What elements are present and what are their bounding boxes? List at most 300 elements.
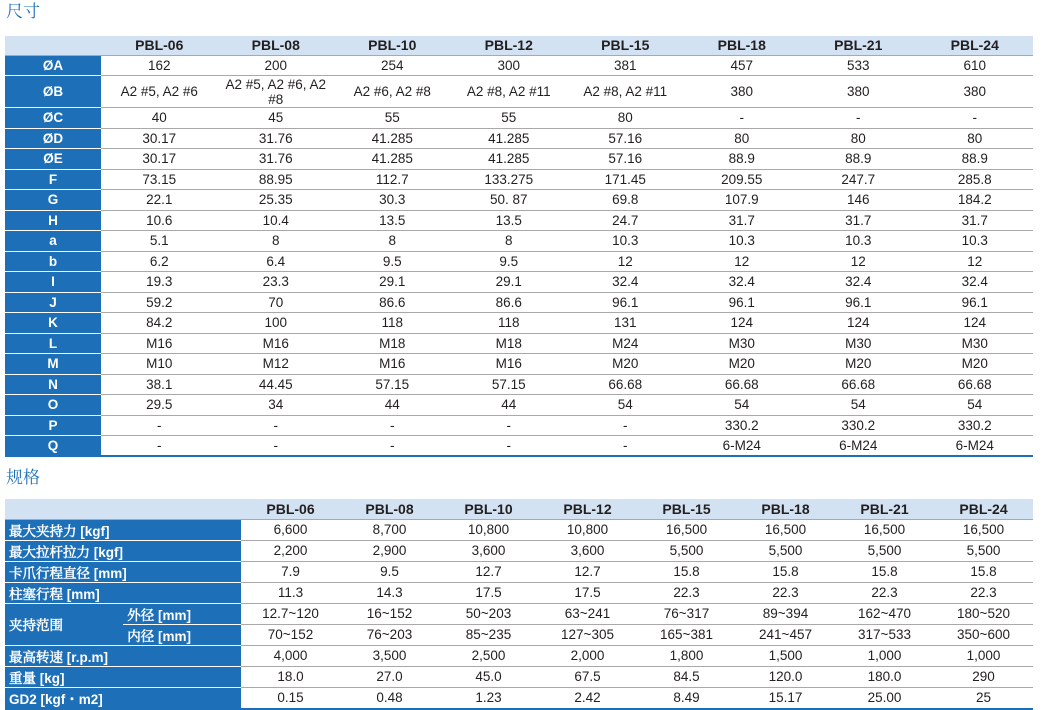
table-cell: 15.8 xyxy=(934,561,1033,582)
dimensions-table xyxy=(5,36,1033,457)
dimensions-title: 尺寸 xyxy=(6,2,40,22)
dimensions-header-row xyxy=(5,36,1033,55)
table-cell: - xyxy=(451,436,568,457)
table-row xyxy=(5,645,1033,666)
table-cell: 124 xyxy=(800,313,917,334)
table-cell: M30 xyxy=(800,333,917,354)
table-cell: 13.5 xyxy=(451,210,568,231)
table-cell: 16,500 xyxy=(637,519,736,540)
row-label: b xyxy=(5,251,101,272)
table-cell: M12 xyxy=(218,354,335,375)
table-cell: 32.4 xyxy=(800,272,917,293)
table-cell: 66.68 xyxy=(917,374,1034,395)
table-cell: 54 xyxy=(684,395,801,416)
table-cell: 76~317 xyxy=(637,603,736,624)
table-cell: 80 xyxy=(684,128,801,149)
row-label: G xyxy=(5,190,101,211)
table-cell: 9.5 xyxy=(340,561,439,582)
table-cell: 10.3 xyxy=(567,231,684,252)
table-cell: 9.5 xyxy=(451,251,568,272)
table-cell: M18 xyxy=(334,333,451,354)
specs-table xyxy=(5,499,1033,710)
table-cell: 86.6 xyxy=(334,292,451,313)
table-cell: 3,500 xyxy=(340,645,439,666)
table-cell: M20 xyxy=(917,354,1034,375)
table-row xyxy=(5,272,1033,293)
column-header: PBL-21 xyxy=(800,36,917,55)
table-cell: 88.9 xyxy=(684,149,801,170)
column-header: PBL-15 xyxy=(567,36,684,55)
table-cell: 30.3 xyxy=(334,190,451,211)
table-cell: 70 xyxy=(218,292,335,313)
row-label: J xyxy=(5,292,101,313)
table-cell: 100 xyxy=(218,313,335,334)
table-row xyxy=(5,313,1033,334)
table-cell: 80 xyxy=(800,128,917,149)
table-cell: 96.1 xyxy=(917,292,1034,313)
table-cell: 16,500 xyxy=(934,519,1033,540)
table-cell: - xyxy=(101,415,218,436)
table-cell: 76~203 xyxy=(340,624,439,645)
table-cell: 124 xyxy=(684,313,801,334)
table-cell: 380 xyxy=(917,76,1034,108)
table-cell: M18 xyxy=(451,333,568,354)
table-cell: 29.5 xyxy=(101,395,218,416)
table-cell: 9.5 xyxy=(334,251,451,272)
table-cell: 120.0 xyxy=(736,666,835,687)
table-cell: 23.3 xyxy=(218,272,335,293)
table-cell: 10,800 xyxy=(439,519,538,540)
table-cell: 57.16 xyxy=(567,128,684,149)
table-cell: 12 xyxy=(800,251,917,272)
row-label: L xyxy=(5,333,101,354)
table-row xyxy=(5,292,1033,313)
header-corner xyxy=(5,499,241,519)
table-cell: 10.6 xyxy=(101,210,218,231)
table-cell: 10,800 xyxy=(538,519,637,540)
table-cell: 6-M24 xyxy=(800,436,917,457)
table-row xyxy=(5,603,1033,624)
table-cell: A2 #6, A2 #8 xyxy=(334,76,451,108)
table-cell: 32.4 xyxy=(567,272,684,293)
table-cell: 22.3 xyxy=(736,582,835,603)
table-cell: M16 xyxy=(218,333,335,354)
row-label: N xyxy=(5,374,101,395)
row-label: 最大拉杆拉力 [kgf] xyxy=(5,540,241,561)
table-cell: 41.285 xyxy=(334,149,451,170)
table-cell: 80 xyxy=(567,108,684,129)
row-label: 最大夹持力 [kgf] xyxy=(5,519,241,540)
table-cell: 96.1 xyxy=(800,292,917,313)
table-cell: 41.285 xyxy=(334,128,451,149)
table-cell: 118 xyxy=(451,313,568,334)
column-header: PBL-12 xyxy=(538,499,637,519)
table-cell: - xyxy=(218,436,335,457)
table-cell: 241~457 xyxy=(736,624,835,645)
table-row xyxy=(5,231,1033,252)
specs-title: 规格 xyxy=(6,468,40,488)
table-cell: M20 xyxy=(684,354,801,375)
table-cell: 22.1 xyxy=(101,190,218,211)
table-cell: 73.15 xyxy=(101,169,218,190)
table-cell: M20 xyxy=(567,354,684,375)
row-label: 重量 [kg] xyxy=(5,666,241,687)
table-cell: - xyxy=(451,415,568,436)
table-cell: 180.0 xyxy=(835,666,934,687)
table-cell: 2,000 xyxy=(538,645,637,666)
row-label: ØC xyxy=(5,108,101,129)
table-cell: 107.9 xyxy=(684,190,801,211)
table-cell: 31.7 xyxy=(917,210,1034,231)
table-cell: 8,700 xyxy=(340,519,439,540)
table-row xyxy=(5,395,1033,416)
table-cell: 66.68 xyxy=(800,374,917,395)
table-cell: 381 xyxy=(567,55,684,76)
row-label: M xyxy=(5,354,101,375)
table-cell: 40 xyxy=(101,108,218,129)
table-row xyxy=(5,210,1033,231)
table-cell: 300 xyxy=(451,55,568,76)
table-cell: 25.35 xyxy=(218,190,335,211)
table-cell: 30.17 xyxy=(101,149,218,170)
table-cell: 25 xyxy=(934,687,1033,709)
table-cell: 2,500 xyxy=(439,645,538,666)
table-cell: 3,600 xyxy=(439,540,538,561)
table-cell: 25.00 xyxy=(835,687,934,709)
table-cell: 96.1 xyxy=(684,292,801,313)
column-header: PBL-24 xyxy=(934,499,1033,519)
table-cell: 84.5 xyxy=(637,666,736,687)
table-cell: 533 xyxy=(800,55,917,76)
table-cell: 88.9 xyxy=(917,149,1034,170)
table-cell: 13.5 xyxy=(334,210,451,231)
table-cell: 4,000 xyxy=(241,645,340,666)
table-row xyxy=(5,169,1033,190)
table-cell: 5,500 xyxy=(934,540,1033,561)
table-row xyxy=(5,251,1033,272)
table-cell: 3,600 xyxy=(538,540,637,561)
table-cell: 10.3 xyxy=(917,231,1034,252)
table-cell: 31.7 xyxy=(684,210,801,231)
table-cell: 380 xyxy=(684,76,801,108)
table-cell: 350~600 xyxy=(934,624,1033,645)
table-cell: M30 xyxy=(684,333,801,354)
table-row xyxy=(5,519,1033,540)
table-cell: 165~381 xyxy=(637,624,736,645)
table-cell: M16 xyxy=(451,354,568,375)
table-cell: M16 xyxy=(334,354,451,375)
table-cell: 12.7 xyxy=(538,561,637,582)
table-cell: 22.3 xyxy=(934,582,1033,603)
sub-label-inner: 内径 [mm] xyxy=(123,624,241,645)
row-label: ØE xyxy=(5,149,101,170)
header-corner xyxy=(5,36,101,55)
table-cell: 22.3 xyxy=(637,582,736,603)
table-cell: 200 xyxy=(218,55,335,76)
table-cell: - xyxy=(567,436,684,457)
row-label: I xyxy=(5,272,101,293)
table-cell: 6-M24 xyxy=(917,436,1034,457)
table-cell: 10.3 xyxy=(800,231,917,252)
table-cell: 12 xyxy=(567,251,684,272)
table-cell: 59.2 xyxy=(101,292,218,313)
table-row xyxy=(5,76,1033,108)
row-label: H xyxy=(5,210,101,231)
table-cell: M20 xyxy=(800,354,917,375)
specs-header-row xyxy=(5,499,1033,519)
table-cell: 17.5 xyxy=(439,582,538,603)
table-cell: 67.5 xyxy=(538,666,637,687)
table-cell: 57.15 xyxy=(334,374,451,395)
table-cell: A2 #5, A2 #6, A2 #8 xyxy=(218,76,335,108)
table-cell: 0.15 xyxy=(241,687,340,709)
table-cell: 63~241 xyxy=(538,603,637,624)
group-label: 夹持范围 xyxy=(5,603,123,645)
table-cell: 5,500 xyxy=(835,540,934,561)
column-header: PBL-21 xyxy=(835,499,934,519)
table-row xyxy=(5,354,1033,375)
table-cell: 66.68 xyxy=(567,374,684,395)
table-cell: - xyxy=(101,436,218,457)
row-label: P xyxy=(5,415,101,436)
table-cell: 31.76 xyxy=(218,149,335,170)
table-row xyxy=(5,582,1033,603)
table-cell: 57.16 xyxy=(567,149,684,170)
table-cell: 6.4 xyxy=(218,251,335,272)
table-cell: - xyxy=(334,415,451,436)
table-cell: 247.7 xyxy=(800,169,917,190)
column-header: PBL-06 xyxy=(241,499,340,519)
table-cell: 2,200 xyxy=(241,540,340,561)
table-cell: 54 xyxy=(567,395,684,416)
column-header: PBL-08 xyxy=(340,499,439,519)
table-cell: 8 xyxy=(451,231,568,252)
table-cell: 254 xyxy=(334,55,451,76)
table-cell: 89~394 xyxy=(736,603,835,624)
table-row xyxy=(5,149,1033,170)
column-header: PBL-10 xyxy=(439,499,538,519)
table-row xyxy=(5,55,1033,76)
table-cell: 96.1 xyxy=(567,292,684,313)
table-cell: 15.17 xyxy=(736,687,835,709)
table-cell: 290 xyxy=(934,666,1033,687)
table-cell: 32.4 xyxy=(917,272,1034,293)
table-cell: A2 #5, A2 #6 xyxy=(101,76,218,108)
sub-label-outer: 外径 [mm] xyxy=(123,603,241,624)
table-cell: 19.3 xyxy=(101,272,218,293)
table-cell: M10 xyxy=(101,354,218,375)
table-cell: 44.45 xyxy=(218,374,335,395)
table-cell: 330.2 xyxy=(800,415,917,436)
table-cell: 171.45 xyxy=(567,169,684,190)
table-cell: 1,500 xyxy=(736,645,835,666)
table-row xyxy=(5,333,1033,354)
table-cell: 8 xyxy=(334,231,451,252)
column-header: PBL-18 xyxy=(736,499,835,519)
table-cell: 70~152 xyxy=(241,624,340,645)
table-cell: - xyxy=(334,436,451,457)
table-cell: 162 xyxy=(101,55,218,76)
table-cell: 45.0 xyxy=(439,666,538,687)
table-cell: M24 xyxy=(567,333,684,354)
table-cell: 45 xyxy=(218,108,335,129)
table-cell: 44 xyxy=(451,395,568,416)
table-cell: 55 xyxy=(451,108,568,129)
table-cell: 1,000 xyxy=(934,645,1033,666)
column-header: PBL-12 xyxy=(451,36,568,55)
table-cell: 10.3 xyxy=(684,231,801,252)
table-cell: 24.7 xyxy=(567,210,684,231)
table-cell: 0.48 xyxy=(340,687,439,709)
table-cell: 84.2 xyxy=(101,313,218,334)
table-cell: 54 xyxy=(917,395,1034,416)
table-cell: 31.76 xyxy=(218,128,335,149)
table-cell: 317~533 xyxy=(835,624,934,645)
row-label: 卡爪行程直径 [mm] xyxy=(5,561,241,582)
table-cell: 146 xyxy=(800,190,917,211)
table-cell: M16 xyxy=(101,333,218,354)
table-cell: 88.95 xyxy=(218,169,335,190)
table-cell: 16~152 xyxy=(340,603,439,624)
table-cell: 31.7 xyxy=(800,210,917,231)
table-cell: 29.1 xyxy=(451,272,568,293)
table-row xyxy=(5,540,1033,561)
table-cell: 5,500 xyxy=(637,540,736,561)
table-cell: 54 xyxy=(800,395,917,416)
table-cell: 86.6 xyxy=(451,292,568,313)
row-label: 柱塞行程 [mm] xyxy=(5,582,241,603)
row-label: K xyxy=(5,313,101,334)
table-cell: 30.17 xyxy=(101,128,218,149)
table-cell: 32.4 xyxy=(684,272,801,293)
table-cell: 66.68 xyxy=(684,374,801,395)
table-cell: 6,600 xyxy=(241,519,340,540)
table-cell: 162~470 xyxy=(835,603,934,624)
table-cell: 2,900 xyxy=(340,540,439,561)
table-row xyxy=(5,108,1033,129)
table-cell: - xyxy=(917,108,1034,129)
table-cell: 5.1 xyxy=(101,231,218,252)
table-cell: 12 xyxy=(684,251,801,272)
table-row xyxy=(5,190,1033,211)
table-row xyxy=(5,687,1033,709)
column-header: PBL-06 xyxy=(101,36,218,55)
table-cell: 15.8 xyxy=(835,561,934,582)
table-row xyxy=(5,624,1033,645)
table-row xyxy=(5,128,1033,149)
table-cell: 1,800 xyxy=(637,645,736,666)
table-cell: 88.9 xyxy=(800,149,917,170)
table-cell: 85~235 xyxy=(439,624,538,645)
table-cell: 124 xyxy=(917,313,1034,334)
table-cell: 6-M24 xyxy=(684,436,801,457)
table-cell: 180~520 xyxy=(934,603,1033,624)
table-cell: 34 xyxy=(218,395,335,416)
table-cell: 50. 87 xyxy=(451,190,568,211)
table-cell: 380 xyxy=(800,76,917,108)
table-row xyxy=(5,436,1033,457)
table-cell: - xyxy=(218,415,335,436)
column-header: PBL-24 xyxy=(917,36,1034,55)
column-header: PBL-08 xyxy=(218,36,335,55)
row-label: 最高转速 [r.p.m] xyxy=(5,645,241,666)
table-cell: 12 xyxy=(917,251,1034,272)
table-cell: 18.0 xyxy=(241,666,340,687)
row-label: ØD xyxy=(5,128,101,149)
table-cell: 1,000 xyxy=(835,645,934,666)
table-cell: 16,500 xyxy=(736,519,835,540)
table-cell: A2 #8, A2 #11 xyxy=(451,76,568,108)
table-cell: 15.8 xyxy=(736,561,835,582)
table-cell: 41.285 xyxy=(451,128,568,149)
table-cell: - xyxy=(800,108,917,129)
table-cell: - xyxy=(567,415,684,436)
column-header: PBL-15 xyxy=(637,499,736,519)
table-cell: 15.8 xyxy=(637,561,736,582)
table-cell: 29.1 xyxy=(334,272,451,293)
table-cell: 7.9 xyxy=(241,561,340,582)
row-label: F xyxy=(5,169,101,190)
table-row xyxy=(5,415,1033,436)
table-cell: 12.7 xyxy=(439,561,538,582)
table-cell: 457 xyxy=(684,55,801,76)
table-cell: 1.23 xyxy=(439,687,538,709)
table-cell: - xyxy=(684,108,801,129)
table-cell: 131 xyxy=(567,313,684,334)
table-cell: 8 xyxy=(218,231,335,252)
table-cell: 11.3 xyxy=(241,582,340,603)
table-cell: M30 xyxy=(917,333,1034,354)
table-cell: 57.15 xyxy=(451,374,568,395)
table-cell: 41.285 xyxy=(451,149,568,170)
table-cell: 44 xyxy=(334,395,451,416)
table-cell: 6.2 xyxy=(101,251,218,272)
table-cell: 38.1 xyxy=(101,374,218,395)
table-cell: 12.7~120 xyxy=(241,603,340,624)
table-cell: 127~305 xyxy=(538,624,637,645)
row-label: ØB xyxy=(5,76,101,108)
table-cell: 50~203 xyxy=(439,603,538,624)
table-cell: A2 #8, A2 #11 xyxy=(567,76,684,108)
table-cell: 10.4 xyxy=(218,210,335,231)
column-header: PBL-10 xyxy=(334,36,451,55)
table-cell: 80 xyxy=(917,128,1034,149)
table-cell: 69.8 xyxy=(567,190,684,211)
row-label: ØA xyxy=(5,55,101,76)
table-cell: 133.275 xyxy=(451,169,568,190)
table-cell: 610 xyxy=(917,55,1034,76)
table-cell: 285.8 xyxy=(917,169,1034,190)
table-row xyxy=(5,374,1033,395)
row-label: O xyxy=(5,395,101,416)
table-cell: 5,500 xyxy=(736,540,835,561)
table-cell: 14.3 xyxy=(340,582,439,603)
table-cell: 55 xyxy=(334,108,451,129)
table-cell: 112.7 xyxy=(334,169,451,190)
table-cell: 22.3 xyxy=(835,582,934,603)
table-cell: 330.2 xyxy=(684,415,801,436)
table-row xyxy=(5,561,1033,582)
table-cell: 27.0 xyxy=(340,666,439,687)
table-cell: 330.2 xyxy=(917,415,1034,436)
row-label: Q xyxy=(5,436,101,457)
column-header: PBL-18 xyxy=(684,36,801,55)
row-label: GD2 [kgf・m2] xyxy=(5,687,241,709)
table-cell: 184.2 xyxy=(917,190,1034,211)
table-cell: 16,500 xyxy=(835,519,934,540)
table-cell: 2.42 xyxy=(538,687,637,709)
table-cell: 17.5 xyxy=(538,582,637,603)
